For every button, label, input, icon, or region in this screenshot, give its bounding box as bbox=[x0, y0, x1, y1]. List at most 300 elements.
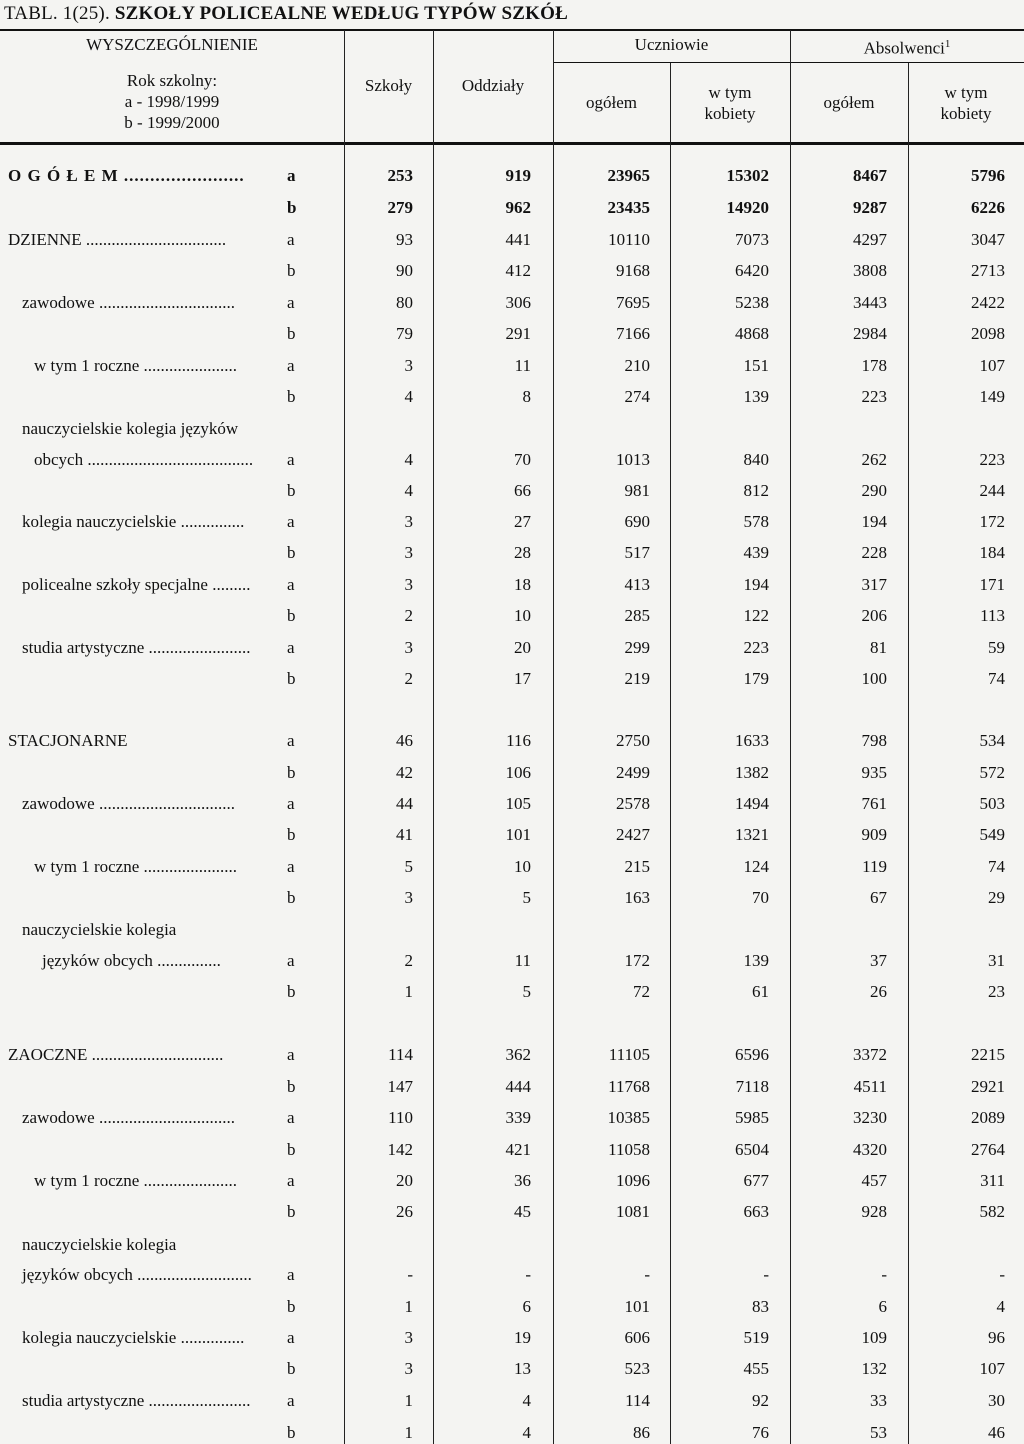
cell-oddzialy: 441 bbox=[505, 230, 531, 249]
cell-szkoly: 3 bbox=[404, 1328, 413, 1347]
cell-oddzialy: 306 bbox=[505, 293, 531, 312]
row-year-code: b bbox=[287, 982, 296, 1001]
cell-szkoly: 4 bbox=[404, 450, 413, 469]
cell-oddzialy: 10 bbox=[514, 857, 531, 876]
cell-u-k: 7073 bbox=[735, 230, 769, 249]
cell-oddzialy: 19 bbox=[514, 1328, 531, 1347]
cell-oddzialy: 11 bbox=[514, 951, 531, 970]
cell-a-k: 172 bbox=[979, 512, 1005, 531]
cell-a-k: 311 bbox=[980, 1171, 1005, 1190]
cell-u-og: 690 bbox=[624, 512, 650, 531]
cell-u-k: 4868 bbox=[735, 324, 769, 343]
cell-a-og: 37 bbox=[870, 951, 887, 970]
cell-a-k: 107 bbox=[979, 1359, 1005, 1378]
row-label: STACJONARNE bbox=[8, 731, 128, 750]
row-year-code: a bbox=[287, 857, 295, 876]
cell-a-k: 582 bbox=[979, 1202, 1005, 1221]
row-label: w tym 1 roczne ...................... bbox=[34, 857, 238, 876]
cell-szkoly: 46 bbox=[396, 731, 413, 750]
cell-oddzialy: 412 bbox=[505, 261, 531, 280]
cell-a-k: 107 bbox=[979, 356, 1005, 375]
cell-u-k: 6420 bbox=[735, 261, 769, 280]
cell-a-og: 8467 bbox=[853, 166, 887, 185]
header-wyszczegolnienie bbox=[0, 34, 344, 55]
cell-u-k: 70 bbox=[752, 888, 769, 907]
cell-u-k: 194 bbox=[743, 575, 769, 594]
cell-u-og: 517 bbox=[624, 543, 650, 562]
row-label: kolegia nauczycielskie ............... bbox=[22, 1328, 245, 1347]
row-year-code: b bbox=[287, 1423, 296, 1442]
cell-a-og: 6 bbox=[878, 1297, 887, 1316]
row-year-code: a bbox=[287, 1391, 295, 1410]
cell-a-og: 3443 bbox=[853, 293, 887, 312]
cell-a-og: 4297 bbox=[853, 230, 887, 249]
cell-szkoly: 80 bbox=[396, 293, 413, 312]
row-year-code: a bbox=[287, 638, 295, 657]
row-label: w tym 1 roczne ...................... bbox=[34, 356, 238, 375]
cell-a-og: 223 bbox=[861, 387, 887, 406]
cell-u-og: 1081 bbox=[616, 1202, 650, 1221]
row-label-prefix: nauczycielskie kolegia bbox=[22, 920, 177, 939]
header-absolwenci-kobiety bbox=[908, 82, 1024, 124]
cell-a-og: 132 bbox=[861, 1359, 887, 1378]
cell-u-og: 219 bbox=[624, 669, 650, 688]
cell-oddzialy: 28 bbox=[514, 543, 531, 562]
row-year-code: a bbox=[287, 1108, 295, 1127]
header-wyszczegolnienie-text: WYSZCZEGÓLNIENIE bbox=[86, 35, 258, 54]
cell-u-k: 76 bbox=[752, 1423, 769, 1442]
cell-szkoly: 26 bbox=[396, 1202, 413, 1221]
cell-a-k: 2921 bbox=[971, 1077, 1005, 1096]
cell-u-k: 812 bbox=[743, 481, 769, 500]
cell-u-k: 1382 bbox=[735, 763, 769, 782]
cell-u-og: 981 bbox=[624, 481, 650, 500]
cell-oddzialy: 339 bbox=[505, 1108, 531, 1127]
row-year-code: b bbox=[287, 1359, 296, 1378]
cell-u-k: 179 bbox=[743, 669, 769, 688]
cell-oddzialy: - bbox=[525, 1265, 531, 1284]
row-label: DZIENNE ................................. bbox=[8, 230, 227, 249]
cell-szkoly: 253 bbox=[387, 166, 413, 185]
cell-oddzialy: 17 bbox=[514, 669, 531, 688]
cell-oddzialy: 6 bbox=[522, 1297, 531, 1316]
cell-a-k: 74 bbox=[988, 669, 1005, 688]
table-number: TABL. 1(25). bbox=[4, 3, 110, 24]
cell-u-k: 439 bbox=[743, 543, 769, 562]
cell-oddzialy: 70 bbox=[514, 450, 531, 469]
cell-oddzialy: 362 bbox=[505, 1045, 531, 1064]
cell-szkoly: 41 bbox=[396, 825, 413, 844]
cell-szkoly: 90 bbox=[396, 261, 413, 280]
cell-a-og: 935 bbox=[861, 763, 887, 782]
cell-u-og: 606 bbox=[624, 1328, 650, 1347]
cell-oddzialy: 106 bbox=[505, 763, 531, 782]
cell-oddzialy: 101 bbox=[505, 825, 531, 844]
header-oddzialy: Oddziały bbox=[461, 76, 525, 95]
cell-szkoly: 3 bbox=[404, 543, 413, 562]
row-year-code: b bbox=[287, 261, 296, 280]
cell-a-k: 3047 bbox=[971, 230, 1005, 249]
cell-u-og: 7166 bbox=[616, 324, 650, 343]
row-year-code: b bbox=[287, 606, 296, 625]
cell-a-og: 4320 bbox=[853, 1140, 887, 1159]
row-year-code: b bbox=[287, 669, 296, 688]
header-bottom-rule bbox=[0, 142, 1024, 145]
cell-a-k: 59 bbox=[988, 638, 1005, 657]
cell-szkoly: 3 bbox=[404, 356, 413, 375]
cell-oddzialy: 8 bbox=[522, 387, 531, 406]
cell-szkoly: 142 bbox=[387, 1140, 413, 1159]
cell-a-og: 26 bbox=[870, 982, 887, 1001]
cell-szkoly: 3 bbox=[404, 1359, 413, 1378]
col-divider-4 bbox=[670, 63, 671, 1444]
header-rok-line3: b - 1999/2000 bbox=[124, 113, 220, 132]
cell-u-og: 285 bbox=[624, 606, 650, 625]
header-rok-line1: Rok szkolny: bbox=[126, 71, 218, 90]
cell-a-og: 119 bbox=[862, 857, 887, 876]
cell-a-k: 74 bbox=[988, 857, 1005, 876]
cell-a-og: 290 bbox=[861, 481, 887, 500]
cell-szkoly: 147 bbox=[387, 1077, 413, 1096]
cell-u-og: 523 bbox=[624, 1359, 650, 1378]
row-year-code: a bbox=[287, 450, 295, 469]
subheader-rule bbox=[553, 62, 1024, 63]
cell-a-k: 184 bbox=[979, 543, 1005, 562]
cell-oddzialy: 291 bbox=[505, 324, 531, 343]
header-absolwenci-text: Absolwenci bbox=[863, 38, 945, 58]
cell-u-k: 663 bbox=[743, 1202, 769, 1221]
row-year-code: b bbox=[287, 1297, 296, 1316]
cell-a-og: 2984 bbox=[853, 324, 887, 343]
cell-u-k: 139 bbox=[743, 951, 769, 970]
cell-u-k: 14920 bbox=[726, 198, 769, 217]
cell-u-og: 1013 bbox=[616, 450, 650, 469]
row-year-code: a bbox=[287, 512, 295, 531]
cell-u-k: 122 bbox=[743, 606, 769, 625]
row-year-code: b bbox=[287, 1140, 296, 1159]
cell-a-og: 317 bbox=[861, 575, 887, 594]
cell-u-k: 223 bbox=[743, 638, 769, 657]
cell-oddzialy: 11 bbox=[514, 356, 531, 375]
cell-oddzialy: 20 bbox=[514, 638, 531, 657]
row-year-code: b bbox=[287, 825, 296, 844]
cell-oddzialy: 36 bbox=[514, 1171, 531, 1190]
cell-szkoly: 3 bbox=[404, 638, 413, 657]
row-year-code: a bbox=[287, 794, 295, 813]
row-year-code: b bbox=[287, 763, 296, 782]
cell-u-og: 10385 bbox=[607, 1108, 650, 1127]
cell-u-og: 2578 bbox=[616, 794, 650, 813]
cell-a-k: 4 bbox=[996, 1297, 1005, 1316]
cell-a-k: 46 bbox=[988, 1423, 1005, 1442]
cell-a-og: 761 bbox=[861, 794, 887, 813]
header-uczniowie: Uczniowie bbox=[634, 35, 709, 54]
cell-u-og: 86 bbox=[633, 1423, 650, 1442]
cell-a-k: 503 bbox=[979, 794, 1005, 813]
header-w-tym-abs: w tym bbox=[944, 83, 988, 102]
cell-a-og: 67 bbox=[870, 888, 887, 907]
cell-a-k: 572 bbox=[979, 763, 1005, 782]
row-year-code: a bbox=[287, 166, 296, 185]
row-year-code: a bbox=[287, 951, 295, 970]
cell-u-og: 274 bbox=[624, 387, 650, 406]
cell-u-og: 101 bbox=[624, 1297, 650, 1316]
cell-oddzialy: 4 bbox=[522, 1423, 531, 1442]
cell-oddzialy: 4 bbox=[522, 1391, 531, 1410]
row-year-code: b bbox=[287, 1077, 296, 1096]
cell-a-k: 30 bbox=[988, 1391, 1005, 1410]
cell-u-k: 455 bbox=[743, 1359, 769, 1378]
cell-a-og: 206 bbox=[861, 606, 887, 625]
row-year-code: a bbox=[287, 230, 295, 249]
cell-oddzialy: 444 bbox=[505, 1077, 531, 1096]
header-rok-szkolny bbox=[0, 70, 344, 133]
cell-a-k: 2098 bbox=[971, 324, 1005, 343]
cell-szkoly: 4 bbox=[404, 481, 413, 500]
col-divider-2 bbox=[433, 30, 434, 1444]
cell-a-k: 5796 bbox=[971, 166, 1005, 185]
cell-szkoly: 279 bbox=[387, 198, 413, 217]
header-absolwenci bbox=[790, 34, 1024, 59]
cell-a-k: 223 bbox=[979, 450, 1005, 469]
cell-szkoly: 5 bbox=[404, 857, 413, 876]
cell-u-k: 92 bbox=[752, 1391, 769, 1410]
footnote-marker: 1 bbox=[944, 38, 951, 50]
cell-szkoly: 2 bbox=[404, 669, 413, 688]
cell-a-k: 6226 bbox=[971, 198, 1005, 217]
cell-a-og: 262 bbox=[861, 450, 887, 469]
row-year-code: b bbox=[287, 198, 297, 217]
cell-u-og: 413 bbox=[624, 575, 650, 594]
cell-u-og: 9168 bbox=[616, 261, 650, 280]
row-label: zawodowe ................................ bbox=[22, 1108, 235, 1127]
cell-a-k: 244 bbox=[979, 481, 1005, 500]
cell-szkoly: 2 bbox=[404, 951, 413, 970]
cell-szkoly: 1 bbox=[404, 982, 413, 1001]
cell-u-k: 677 bbox=[743, 1171, 769, 1190]
cell-u-og: 1096 bbox=[616, 1171, 650, 1190]
cell-oddzialy: 45 bbox=[514, 1202, 531, 1221]
cell-szkoly: 1 bbox=[404, 1423, 413, 1442]
row-label: O G Ó Ł E M ....................... bbox=[8, 166, 245, 185]
cell-u-og: 210 bbox=[624, 356, 650, 375]
cell-oddzialy: 5 bbox=[522, 982, 531, 1001]
cell-oddzialy: 5 bbox=[522, 888, 531, 907]
header-absolwenci-ogolem: ogółem bbox=[823, 93, 875, 112]
row-year-code: a bbox=[287, 293, 295, 312]
cell-u-k: 1494 bbox=[735, 794, 769, 813]
cell-a-k: 113 bbox=[980, 606, 1005, 625]
col-divider-5 bbox=[790, 30, 791, 1444]
row-year-code: b bbox=[287, 481, 296, 500]
cell-oddzialy: 10 bbox=[514, 606, 531, 625]
header-kobiety: kobiety bbox=[704, 104, 756, 123]
cell-szkoly: 4 bbox=[404, 387, 413, 406]
row-label: obcych ....................................... bbox=[34, 450, 254, 469]
col-divider-6 bbox=[908, 63, 909, 1444]
row-label: w tym 1 roczne ...................... bbox=[34, 1171, 238, 1190]
header-kobiety-abs: kobiety bbox=[940, 104, 992, 123]
col-divider-1 bbox=[344, 30, 345, 1444]
cell-szkoly: 114 bbox=[388, 1045, 413, 1064]
cell-a-k: 2089 bbox=[971, 1108, 1005, 1127]
cell-u-og: 114 bbox=[625, 1391, 650, 1410]
cell-u-og: 163 bbox=[624, 888, 650, 907]
row-year-code: b bbox=[287, 1202, 296, 1221]
cell-u-og: 72 bbox=[633, 982, 650, 1001]
cell-a-k: - bbox=[999, 1265, 1005, 1284]
cell-u-og: 2499 bbox=[616, 763, 650, 782]
cell-u-og: 299 bbox=[624, 638, 650, 657]
row-label: zawodowe ................................ bbox=[22, 794, 235, 813]
cell-a-og: 194 bbox=[861, 512, 887, 531]
header-uczniowie-ogolem: ogółem bbox=[586, 93, 637, 112]
cell-a-og: 928 bbox=[861, 1202, 887, 1221]
cell-a-og: 3372 bbox=[853, 1045, 887, 1064]
cell-a-k: 534 bbox=[979, 731, 1005, 750]
row-year-code: a bbox=[287, 575, 295, 594]
header-rok-line2: a - 1998/1999 bbox=[124, 92, 220, 111]
cell-a-og: 9287 bbox=[853, 198, 887, 217]
header-w-tym: w tym bbox=[708, 83, 752, 102]
cell-a-og: 100 bbox=[861, 669, 887, 688]
cell-u-k: 139 bbox=[743, 387, 769, 406]
cell-u-k: 61 bbox=[752, 982, 769, 1001]
cell-u-og: 172 bbox=[624, 951, 650, 970]
cell-a-og: 909 bbox=[861, 825, 887, 844]
cell-a-k: 96 bbox=[988, 1328, 1005, 1347]
cell-oddzialy: 105 bbox=[505, 794, 531, 813]
row-year-code: b bbox=[287, 888, 296, 907]
cell-a-og: 178 bbox=[861, 356, 887, 375]
cell-szkoly: 42 bbox=[396, 763, 413, 782]
cell-a-k: 2713 bbox=[971, 261, 1005, 280]
cell-szkoly: 3 bbox=[404, 888, 413, 907]
header-szkoly: Szkoły bbox=[364, 76, 413, 95]
cell-a-k: 29 bbox=[988, 888, 1005, 907]
cell-u-og: 23965 bbox=[607, 166, 650, 185]
cell-szkoly: 1 bbox=[404, 1391, 413, 1410]
row-label: studia artystyczne ........................ bbox=[22, 638, 251, 657]
cell-oddzialy: 421 bbox=[505, 1140, 531, 1159]
row-year-code: b bbox=[287, 324, 296, 343]
cell-u-og: 7695 bbox=[616, 293, 650, 312]
cell-a-og: 798 bbox=[861, 731, 887, 750]
cell-u-og: 2750 bbox=[616, 731, 650, 750]
row-year-code: b bbox=[287, 543, 296, 562]
cell-szkoly: - bbox=[407, 1265, 413, 1284]
cell-u-k: 15302 bbox=[726, 166, 769, 185]
cell-u-k: 7118 bbox=[735, 1077, 769, 1096]
cell-szkoly: 3 bbox=[404, 575, 413, 594]
cell-szkoly: 93 bbox=[396, 230, 413, 249]
row-year-code: a bbox=[287, 1045, 295, 1064]
cell-oddzialy: 919 bbox=[505, 166, 531, 185]
row-year-code: a bbox=[287, 731, 295, 750]
cell-u-og: 215 bbox=[624, 857, 650, 876]
row-year-code: a bbox=[287, 1328, 295, 1347]
row-label: studia artystyczne ........................ bbox=[22, 1391, 251, 1410]
cell-u-k: 6596 bbox=[735, 1045, 769, 1064]
cell-a-og: 228 bbox=[861, 543, 887, 562]
cell-szkoly: 44 bbox=[396, 794, 413, 813]
cell-oddzialy: 116 bbox=[506, 731, 531, 750]
cell-u-k: 840 bbox=[743, 450, 769, 469]
row-label-prefix: nauczycielskie kolegia bbox=[22, 1235, 177, 1254]
row-year-code: a bbox=[287, 356, 295, 375]
cell-u-og: 23435 bbox=[607, 198, 650, 217]
top-rule bbox=[0, 29, 1024, 31]
row-label-prefix: nauczycielskie kolegia języków bbox=[22, 419, 239, 438]
cell-a-k: 31 bbox=[988, 951, 1005, 970]
cell-u-k: 83 bbox=[752, 1297, 769, 1316]
cell-u-k: 578 bbox=[743, 512, 769, 531]
cell-u-og: 11105 bbox=[608, 1045, 650, 1064]
cell-szkoly: 1 bbox=[404, 1297, 413, 1316]
cell-u-og: 11768 bbox=[608, 1077, 650, 1096]
cell-a-k: 2422 bbox=[971, 293, 1005, 312]
cell-a-og: 4511 bbox=[853, 1077, 887, 1096]
row-year-code: b bbox=[287, 387, 296, 406]
cell-oddzialy: 13 bbox=[514, 1359, 531, 1378]
header-uczniowie-kobiety bbox=[670, 82, 790, 124]
cell-u-k: - bbox=[763, 1265, 769, 1284]
cell-u-k: 1321 bbox=[735, 825, 769, 844]
cell-a-k: 549 bbox=[979, 825, 1005, 844]
col-divider-3 bbox=[553, 30, 554, 1444]
cell-a-og: 33 bbox=[870, 1391, 887, 1410]
cell-u-og: 2427 bbox=[616, 825, 650, 844]
cell-u-k: 151 bbox=[743, 356, 769, 375]
cell-szkoly: 3 bbox=[404, 512, 413, 531]
cell-a-og: 53 bbox=[870, 1423, 887, 1442]
row-label: policealne szkoły specjalne ......... bbox=[22, 575, 251, 594]
cell-oddzialy: 962 bbox=[505, 198, 531, 217]
cell-a-k: 23 bbox=[988, 982, 1005, 1001]
row-year-code: a bbox=[287, 1265, 295, 1284]
cell-a-k: 2215 bbox=[971, 1045, 1005, 1064]
cell-oddzialy: 66 bbox=[514, 481, 531, 500]
row-label: języków obcych ............... bbox=[42, 951, 221, 970]
cell-u-k: 5238 bbox=[735, 293, 769, 312]
cell-szkoly: 79 bbox=[396, 324, 413, 343]
cell-a-og: 81 bbox=[870, 638, 887, 657]
cell-a-og: 457 bbox=[861, 1171, 887, 1190]
cell-u-og: 10110 bbox=[608, 230, 650, 249]
row-label: zawodowe ................................ bbox=[22, 293, 235, 312]
cell-a-k: 149 bbox=[979, 387, 1005, 406]
cell-a-og: 109 bbox=[861, 1328, 887, 1347]
cell-szkoly: 2 bbox=[404, 606, 413, 625]
cell-oddzialy: 18 bbox=[514, 575, 531, 594]
cell-u-k: 6504 bbox=[735, 1140, 769, 1159]
cell-szkoly: 20 bbox=[396, 1171, 413, 1190]
cell-u-k: 519 bbox=[743, 1328, 769, 1347]
cell-u-og: 11058 bbox=[608, 1140, 650, 1159]
table-heading: SZKOŁY POLICEALNE WEDŁUG TYPÓW SZKÓŁ bbox=[114, 3, 568, 24]
cell-u-k: 5985 bbox=[735, 1108, 769, 1127]
cell-a-og: - bbox=[881, 1265, 887, 1284]
cell-u-k: 124 bbox=[743, 857, 769, 876]
cell-oddzialy: 27 bbox=[514, 512, 531, 531]
cell-a-og: 3230 bbox=[853, 1108, 887, 1127]
row-label: języków obcych ........................... bbox=[22, 1265, 252, 1284]
table-title bbox=[4, 3, 568, 25]
cell-szkoly: 110 bbox=[388, 1108, 413, 1127]
cell-u-og: - bbox=[644, 1265, 650, 1284]
row-year-code: a bbox=[287, 1171, 295, 1190]
cell-a-og: 3808 bbox=[853, 261, 887, 280]
